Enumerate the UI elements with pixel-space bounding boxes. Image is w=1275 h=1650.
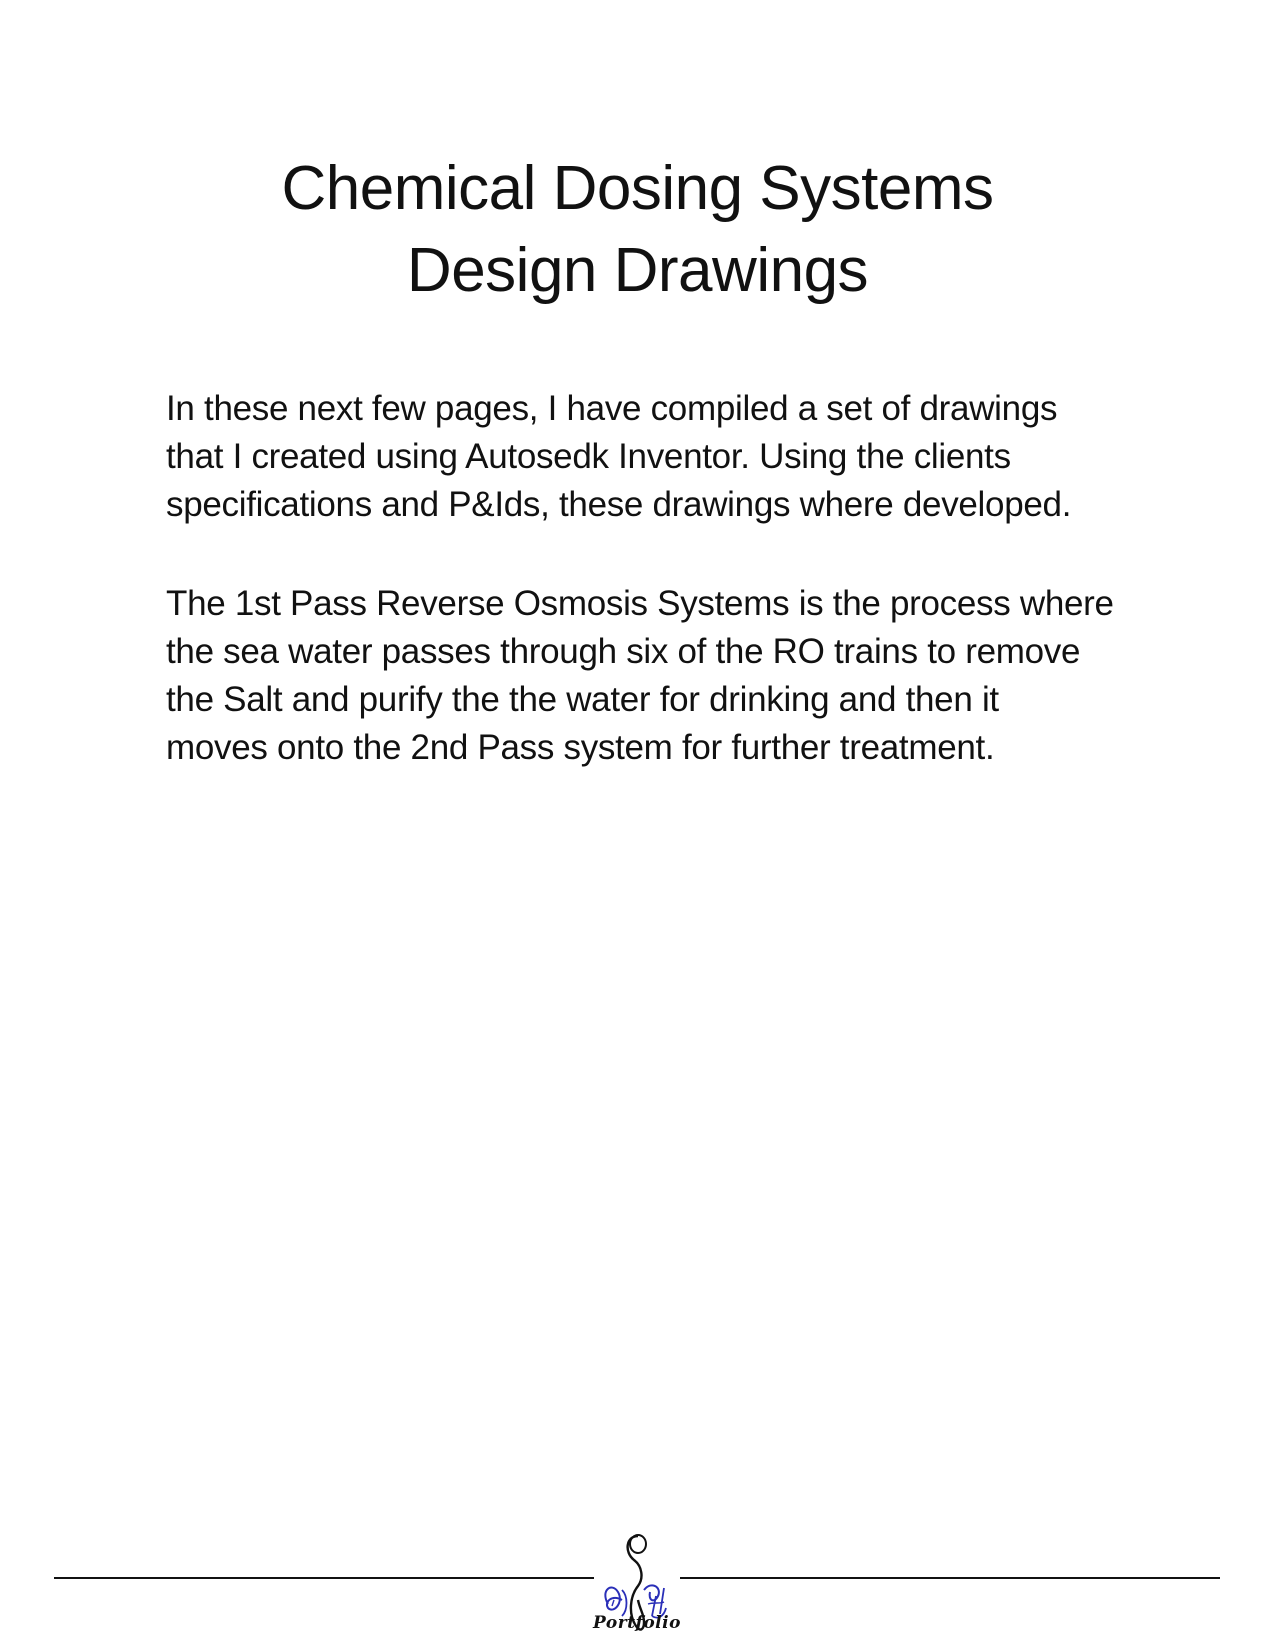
paragraph-line: the Salt and purify the the water for drinking and then it — [166, 680, 999, 719]
footer-divider-left — [54, 1577, 594, 1579]
paragraph-line: the sea water passes through six of the RO trains to remove — [166, 632, 1081, 671]
title-line-2: Design Drawings — [406, 236, 869, 305]
paragraph-line: The 1st Pass Reverse Osmosis Systems is the process where — [166, 584, 1114, 623]
paragraph-line: specifications and P&Ids, these drawings where developed. — [166, 485, 1072, 524]
logo-caption: Portfolio — [593, 1613, 681, 1633]
footer-divider-right — [680, 1577, 1220, 1579]
process-paragraph — [166, 580, 1166, 772]
paragraph-line: In these next few pages, I have compiled a set of drawings — [166, 389, 1058, 428]
intro-paragraph — [166, 385, 1166, 529]
page-title — [0, 148, 1275, 312]
paragraph-line: moves onto the 2nd Pass system for further treatment. — [166, 728, 995, 767]
paragraph-line: that I created using Autosedk Inventor. Using the clients — [166, 437, 1011, 476]
title-line-1: Chemical Dosing Systems — [281, 154, 994, 223]
